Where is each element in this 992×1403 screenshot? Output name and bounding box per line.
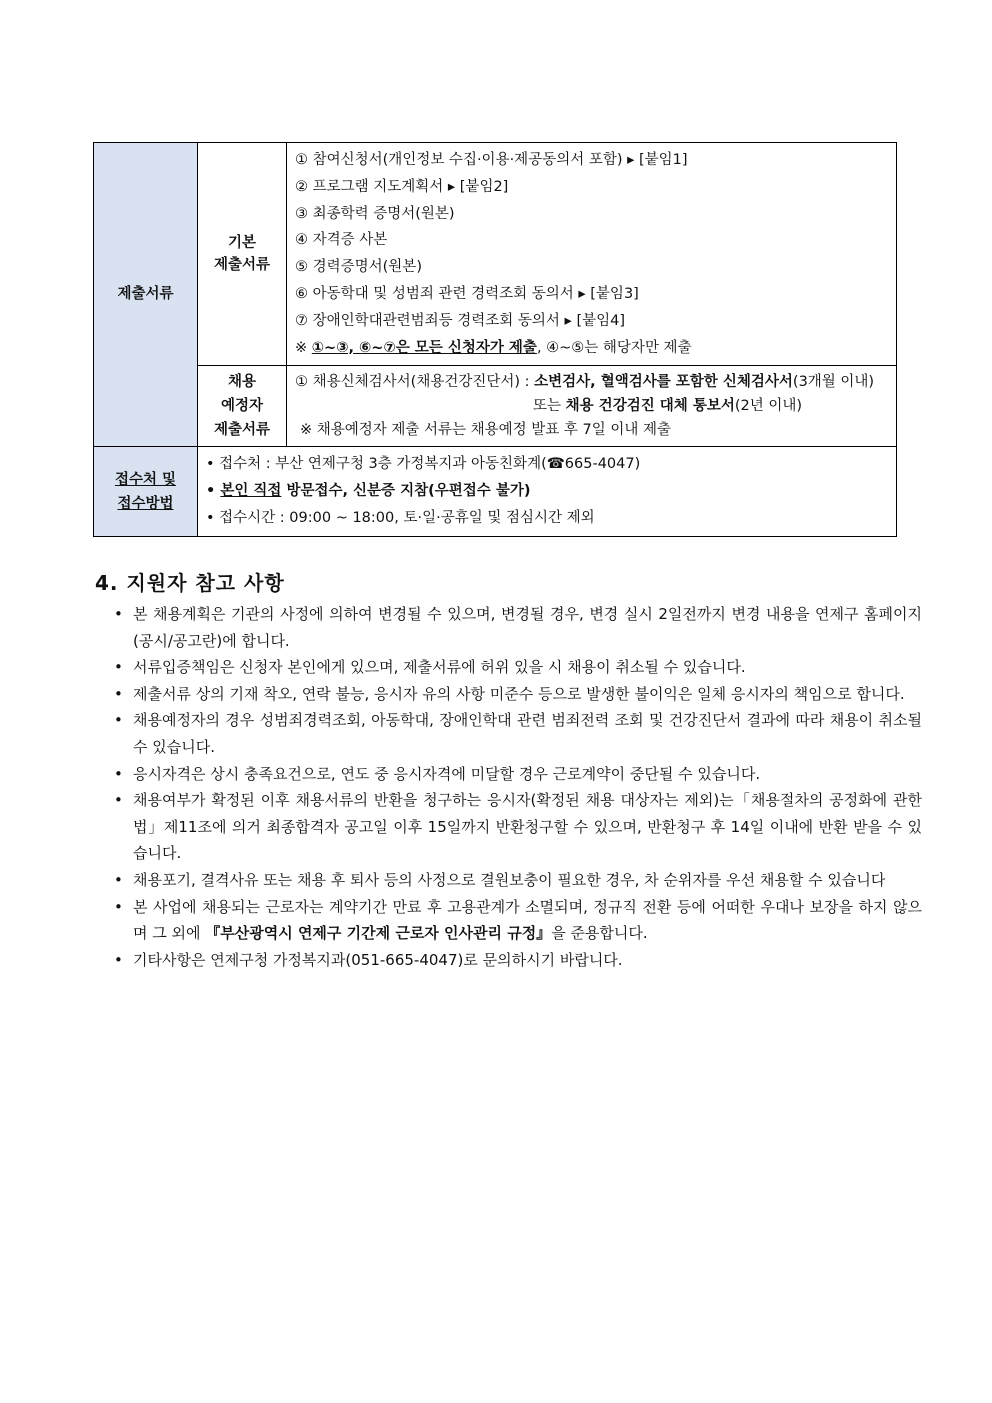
prospective-docs-list [287, 366, 897, 447]
applicant-notes-list [112, 601, 922, 973]
basic-doc-item-7: ⑦ 장애인학대관련범죄등 경력조회 동의서 ▸ [붙임4] [295, 312, 625, 329]
basic-doc-item-3: ③ 최종학력 증명서(원본) [295, 205, 455, 222]
submission-table [93, 142, 897, 537]
basic-docs-label: 기본 제출서류 [198, 143, 287, 366]
basic-doc-item-2: ② 프로그램 지도계획서 ▸ [붙임2] [295, 178, 509, 195]
basic-docs-note: ※ ①~③, ⑥~⑦은 모든 신청자가 제출, ④~⑤는 해당자만 제출 [295, 339, 692, 356]
note-item: • 서류입증책임은 신청자 본인에게 있으며, 제출서류에 허위 있을 시 채용이 취소될 수 있습니다. [112, 654, 922, 681]
basic-docs-list [287, 143, 897, 366]
prospective-doc-line-1: ① 채용신체검사서(채용건강진단서) : 소변검사, 혈액검사를 포함한 신체검사서(3개월 이내) [295, 374, 875, 391]
prospective-docs-note: ※ 채용예정자 제출 서류는 채용예정 발표 후 7일 이내 제출 [300, 422, 672, 439]
basic-doc-item-5: ⑤ 경력증명서(원본) [295, 259, 422, 276]
note-item: • 채용여부가 확정된 이후 채용서류의 반환을 청구하는 응시자(확정된 채용 대상자는 제외)는「채용절차의 공정화에 관한 법」제11조에 의거 최종합격자 공고일 이후 15일까지 반환청구할 수 있으며, 반환청구 후 14일 이내에 반환 받을 수 있습니다. [112, 787, 922, 867]
note-item: • 채용포기, 결격사유 또는 채용 후 퇴사 등의 사정으로 결원보충이 필요한 경우, 차 순위자를 우선 채용할 수 있습니다 [112, 867, 922, 894]
basic-doc-item-1: ① 참여신청서(개인정보 수집·이용·제공동의서 포함) ▸ [붙임1] [295, 152, 688, 168]
section-title: 4. 지원자 참고 사항 [95, 571, 285, 595]
note-item: • 채용예정자의 경우 성범죄경력조회, 아동학대, 장애인학대 관련 범죄전력 조회 및 건강진단서 결과에 따라 채용이 취소될 수 있습니다. [112, 707, 922, 760]
reception-label: 접수처 및 접수방법 [94, 447, 198, 536]
reception-method: • 본인 직접 방문접수, 신분증 지참(우편접수 불가) [206, 483, 531, 500]
reception-details [198, 447, 897, 536]
note-item: • 응시자격은 상시 충족요건으로, 연도 중 응시자격에 미달할 경우 근로계약이 중단될 수 있습니다. [112, 761, 922, 788]
note-item: • 기타사항은 연제구청 가정복지과(051-665-4047)로 문의하시기 바랍니다. [112, 947, 922, 974]
reception-place: • 접수처 : 부산 연제구청 3층 가정복지과 아동친화계(☎665-4047) [206, 456, 641, 473]
prospective-docs-label: 채용 예정자 제출서류 [198, 366, 287, 447]
basic-doc-item-6: ⑥ 아동학대 및 성범죄 관련 경력조회 동의서 ▸ [붙임3] [295, 285, 639, 302]
reception-hours: • 접수시간 : 09:00 ~ 18:00, 토·일·공휴일 및 점심시간 제외 [206, 509, 595, 526]
basic-doc-item-4: ④ 자격증 사본 [295, 232, 388, 249]
note-item-regulation: • 본 사업에 채용되는 근로자는 계약기간 만료 후 고용관계가 소멸되며, 정규직 전환 등에 어떠한 우대나 보장을 하지 않으며 그 외에 『부산광역시 연제구 기간제 근로자 인사관리 규정』을 준용합니다. [112, 894, 922, 947]
prospective-doc-line-2: 또는 채용 건강검진 대체 통보서(2년 이내) [533, 398, 803, 415]
note-item: • 제출서류 상의 기재 착오, 연락 불능, 응시자 유의 사항 미준수 등으로 발생한 불이익은 일체 응시자의 책임으로 합니다. [112, 681, 922, 708]
category-submission-docs: 제출서류 [94, 143, 198, 447]
note-item: • 본 채용계획은 기관의 사정에 의하여 변경될 수 있으며, 변경될 경우, 변경 실시 2일전까지 변경 내용을 연제구 홈페이지(공시/공고란)에 합니다. [112, 601, 922, 654]
